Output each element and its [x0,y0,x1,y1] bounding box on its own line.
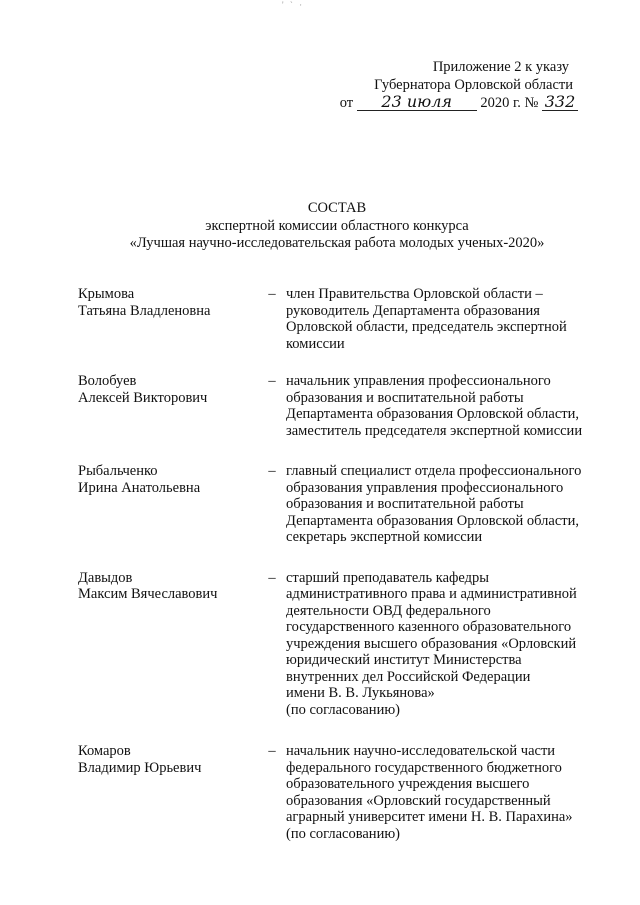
member-dash: – [268,286,276,302]
appendix-block [318,58,578,112]
role-line: юридический институт Министерства [286,652,522,668]
heading-subtitle-2: «Лучшая научно-исследовательская работа молодых ученых-2020» [129,235,545,251]
member-role [286,743,598,842]
role-line: федерального государственного бюджетного [286,759,562,776]
member-dash: – [268,463,276,479]
role-line: секретарь экспертной комиссии [286,529,483,545]
member-name [78,373,258,406]
role-line: заместитель председателя экспертной комиссии [286,422,583,439]
role-line: руководитель Департамента образования [286,302,540,319]
member-surname: Рыбальченко [78,463,158,479]
members-list [78,286,598,842]
member-role [286,286,598,352]
member-row [78,463,598,546]
role-line: государственного казенного образовательного [286,619,572,635]
appendix-line-1: Приложение 2 к указу [432,59,569,75]
appendix-date-line [318,94,578,112]
member-surname: Волобуев [78,373,137,389]
member-row [78,286,598,352]
member-dash: – [268,743,276,759]
member-role [286,570,598,719]
member-given-name: Татьяна Владленовна [78,302,211,319]
member-surname: Комаров [78,743,131,759]
role-line: имени В. В. Лукьянова» [286,685,435,701]
role-line: (по согласованию) [286,825,400,842]
member-row [78,373,598,439]
member-row [78,743,598,842]
member-given-name: Алексей Викторович [78,389,208,406]
member-dash: – [268,569,276,586]
member-name [78,743,258,776]
member-role [286,463,598,546]
role-line: Департамента образования Орловской области, [286,406,580,422]
role-line: деятельности ОВД федерального [286,602,491,619]
member-row [78,570,598,719]
member-name [78,570,258,603]
page-mark: ' ` · [282,0,305,10]
appendix-line-2: Губернатора Орловской области [374,77,573,93]
date-prefix: от [339,95,354,111]
role-line: комиссии [286,335,345,352]
role-line: старший преподаватель кафедры [286,569,490,586]
member-dash: – [268,373,276,389]
member-given-name: Максим Вячеславович [78,586,218,602]
role-line: Департамента образования Орловской области, [286,512,580,529]
member-given-name: Владимир Юрьевич [78,759,202,776]
role-line: административного права и административной [286,586,577,602]
role-line: образования управления профессионального [286,479,564,496]
heading-title: СОСТАВ [307,200,367,216]
role-line: внутренних дел Российской Федерации [286,668,531,685]
member-given-name: Ирина Анатольевна [78,479,201,496]
heading-subtitle-1: экспертной комиссии областного конкурса [205,217,469,234]
role-line: образовательного учреждения высшего [286,776,530,792]
role-line: образования «Орловский государственный [286,792,551,809]
role-line: аграрный университет имени Н. В. Парахина» [286,809,573,825]
member-surname: Крымова [78,286,135,302]
role-line: начальник научно-исследовательской части [286,743,556,759]
member-name [78,463,258,496]
role-line: образования и воспитательной работы [286,496,524,512]
handwritten-date: 23 июля [357,94,477,111]
role-line: Орловской области, председатель экспертной [286,319,567,335]
heading-block [80,200,594,253]
handwritten-number: 332 [542,94,578,111]
member-surname: Давыдов [78,569,133,586]
role-line: начальник управления профессионального [286,373,551,389]
role-line: главный специалист отдела профессионального [286,463,582,479]
role-line: (по согласованию) [286,701,400,718]
role-line: учреждения высшего образования «Орловский [286,635,577,652]
member-role [286,373,598,439]
role-line: член Правительства Орловской области – [286,286,543,302]
member-name [78,286,258,319]
role-line: образования и воспитательной работы [286,389,524,406]
year-number-text: 2020 г. № [480,95,539,111]
